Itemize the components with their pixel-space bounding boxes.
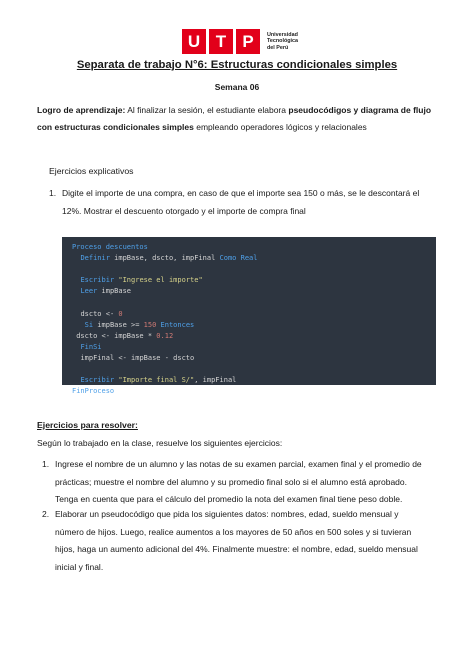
learning-goal-label: Logro de aprendizaje: bbox=[37, 105, 126, 115]
exercise-line: número de hijos. Luego, realice aumentos a los mayores de 50 años en 500 soles y si tuvieran bbox=[55, 526, 412, 537]
logo-text-line-3: del Perú bbox=[267, 44, 289, 51]
code-line: FinProceso bbox=[72, 387, 115, 396]
exercise-line: Digite el importe de una compra, en caso de que el importe sea 150 o más, se le descontará el bbox=[62, 188, 420, 198]
exercise-to-solve-1 bbox=[42, 456, 445, 509]
code-line: impFinal <- impBase - dscto bbox=[80, 353, 195, 362]
week-label: Semana 06 bbox=[214, 82, 260, 92]
exercises-to-solve-heading: Ejercicios para resolver: bbox=[37, 420, 138, 430]
exercise-line: hijos, haga un aumento adicional del 4%. Finalmente muestre: el nombre, edad, sueldo mensual bbox=[55, 544, 418, 554]
exercise-line: 12%. Mostrar el descuento otorgado y el importe de compra final bbox=[62, 205, 306, 216]
utp-logo bbox=[182, 29, 298, 54]
code-line: Definir impBase, dscto, impFinal Como Real bbox=[80, 254, 258, 263]
logo-text-line-2: Tecnológica bbox=[267, 38, 299, 45]
code-line bbox=[72, 364, 436, 375]
logo-letter-t: T bbox=[209, 29, 233, 54]
document-title: Separata de trabajo N°6: Estructuras condicionales simples bbox=[76, 59, 398, 71]
logo-letter-p: P bbox=[236, 29, 260, 54]
code-line: dscto <- impBase * 0.12 bbox=[76, 331, 174, 340]
logo-text bbox=[267, 32, 298, 51]
list-number: 1. bbox=[49, 188, 57, 198]
code-line: Proceso descuentos bbox=[72, 243, 148, 251]
code-line: Escribir "Ingrese el importe" bbox=[80, 276, 203, 285]
code-line bbox=[72, 297, 436, 308]
explained-exercises-heading: Ejercicios explicativos bbox=[49, 166, 134, 176]
exercise-to-solve-2 bbox=[42, 506, 445, 576]
learning-goal-text-1: Al finalizar la sesión, el estudiante elabora bbox=[127, 105, 286, 115]
list-number: 1. bbox=[42, 459, 50, 469]
explained-exercise-1 bbox=[49, 185, 447, 220]
exercise-line: Ingrese el nombre de un alumno y las notas de su examen parcial, examen final y el promedio de bbox=[55, 459, 422, 469]
exercise-line: Tenga en cuenta que para el cálculo del promedio la nota del examen final tiene peso doble. bbox=[55, 494, 403, 504]
exercises-intro: Según lo trabajado en la clase, resuelve los siguientes ejercicios: bbox=[37, 438, 283, 448]
exercise-line: inicial y final. bbox=[55, 561, 104, 572]
list-number: 2. bbox=[42, 509, 50, 519]
logo-text-line-1: Universidad bbox=[267, 32, 298, 39]
learning-goal-bold: pseudocódigos y diagrama de flujo con estructuras condicionales simples bbox=[37, 105, 432, 132]
code-line: dscto <- 0 bbox=[80, 309, 123, 318]
pseudocode-block bbox=[62, 237, 436, 396]
code-line bbox=[72, 264, 436, 275]
learning-goal bbox=[37, 102, 442, 136]
code-line: Si impBase >= 150 Entonces bbox=[84, 320, 195, 329]
exercise-line: prácticas; muestre el nombre del alumno y su promedio final solo si el alumno está aprobado. bbox=[55, 476, 407, 487]
code-line: Escribir "Importe final S/", impFinal bbox=[80, 376, 237, 385]
code-line: FinSi bbox=[80, 342, 102, 351]
code-line: Leer impBase bbox=[80, 287, 132, 296]
exercise-line: Elaborar un pseudocódigo que pida los siguientes datos: nombres, edad, sueldo mensual y bbox=[55, 509, 399, 519]
logo-letter-u: U bbox=[182, 29, 206, 54]
learning-goal-text-2: empleando operadores lógicos y relacionales bbox=[196, 122, 367, 132]
